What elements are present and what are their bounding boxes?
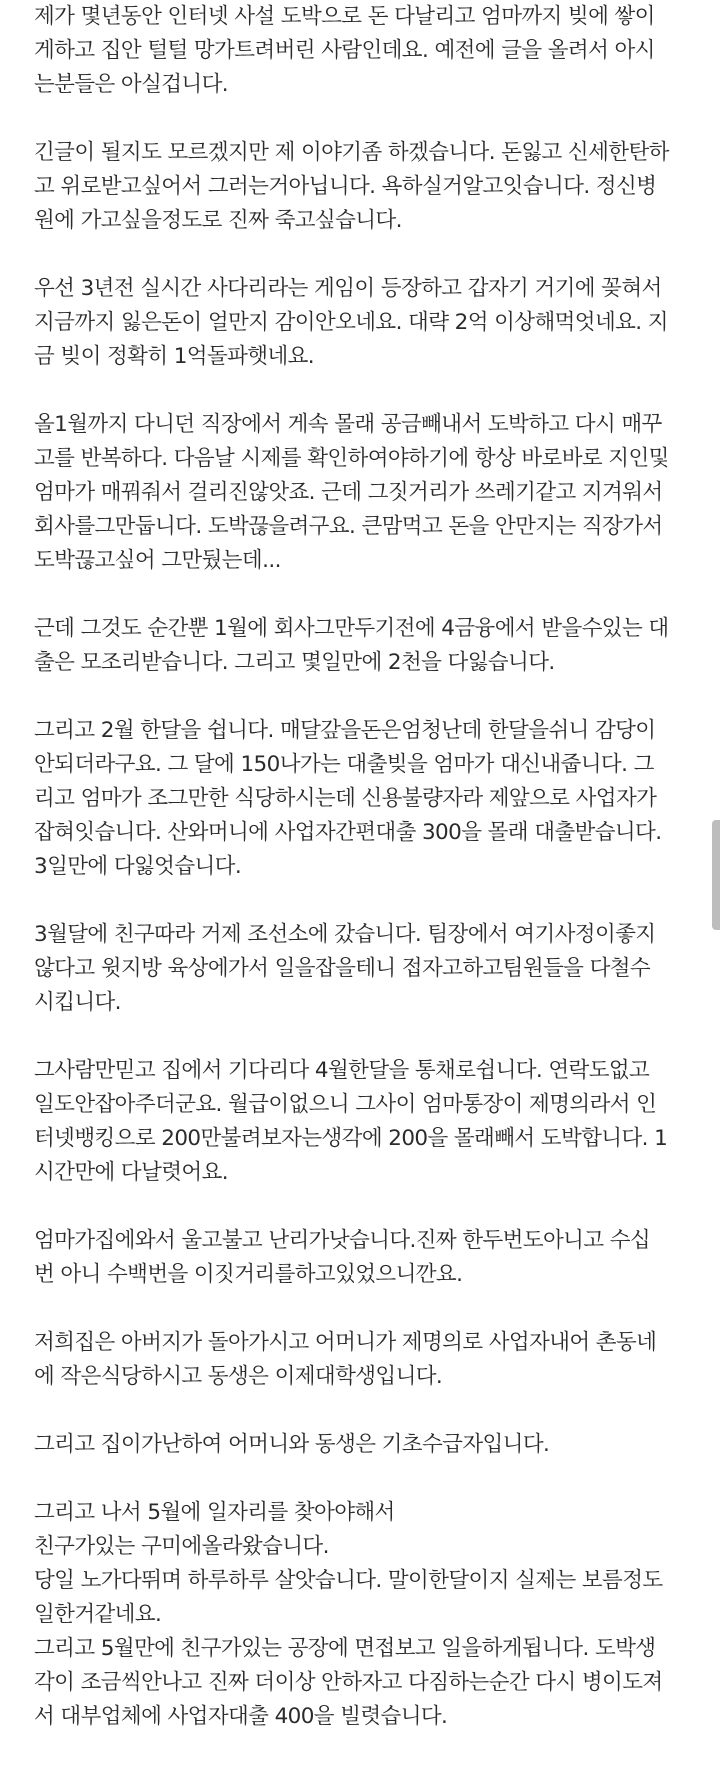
paragraph [34,136,694,238]
paragraph-line: 서 대부업체에 사업자대출 400을 빌렷습니다. [34,1704,448,1729]
paragraph-line: 고를 반복하다. 다음날 시제를 확인하여야하기에 항상 바로바로 지인및 [34,446,669,471]
paragraph-line: 그사람만믿고 집에서 기다리다 4월한달을 통채로쉽니다. 연락도없고 [34,1058,650,1083]
paragraph-line: 일한거같네요. [34,1602,162,1627]
paragraph-line: 우선 3년전 실시간 사다리라는 게임이 등장하고 갑자기 거기에 꽂혀서 [34,276,662,301]
paragraph-line: 엄마가 매꿔줘서 걸리진않앗죠. 근데 그짓거리가 쓰레기같고 지겨워서 [34,480,663,505]
paragraph-line: 3일만에 다잃엇습니다. [34,854,242,879]
paragraph-line: 그리고 5월만에 친구가있는 공장에 면접보고 일을하게됩니다. 도박생 [34,1636,656,1661]
paragraph-line: 근데 그것도 순간뿐 1월에 회사그만두기전에 4금융에서 받을수있는 대 [34,616,669,641]
paragraph-line: 각이 조금씩안나고 진짜 더이상 안하자고 다짐하는순간 다시 병이도져 [34,1670,663,1695]
paragraph-line: 터넷뱅킹으로 200만불려보자는생각에 200을 몰래빼서 도박합니다. 1 [34,1126,668,1151]
paragraph-line: 출은 모조리받습니다. 그리고 몇일만에 2천을 다잃습니다. [34,650,555,675]
paragraph [34,0,694,102]
paragraph-line: 않다고 윗지방 육상에가서 일을잡을테니 접자고하고팀원들을 다철수 [34,956,651,981]
paragraph-line: 그리고 2월 한달을 쉽니다. 매달갚을돈은엄청난데 한달을쉬니 감당이 [34,718,656,743]
paragraph-line: 번 아니 수백번을 이짓거리를하고있었으니깐요. [34,1262,463,1287]
paragraph [34,408,694,578]
paragraph [34,1224,694,1292]
paragraph [34,1326,694,1394]
paragraph-line: 3월달에 친구따라 거제 조선소에 갔습니다. 팀장에서 여기사정이좋지 [34,922,656,947]
paragraph [34,918,694,1020]
paragraph-line: 잡혀잇습니다. 산와머니에 사업자간편대출 300을 몰래 대출받습니다. [34,820,662,845]
paragraph-line: 안되더라구요. 그 달에 150나가는 대출빚을 엄마가 대신내줍니다. 그 [34,752,654,777]
paragraph [34,1428,694,1462]
paragraph-line: 지금까지 잃은돈이 얼만지 감이안오네요. 대략 2억 이상해먹엇네요. 지 [34,310,668,335]
paragraph [34,272,694,374]
paragraph-line: 리고 엄마가 조그만한 식당하시는데 신용불량자라 제앞으로 사업자가 [34,786,657,811]
paragraph-line: 고 위로받고싶어서 그러는거아닙니다. 욕하실거알고잇습니다. 정신병 [34,174,657,199]
paragraph [34,612,694,680]
paragraph [34,1054,694,1190]
paragraph-line: 친구가있는 구미에올라왔습니다. [34,1534,329,1559]
paragraph-line: 엄마가집에와서 울고불고 난리가낫습니다.진짜 한두번도아니고 수십 [34,1228,651,1253]
paragraph-line: 그리고 집이가난하여 어머니와 동생은 기초수급자입니다. [34,1432,550,1457]
paragraph [34,714,694,884]
paragraph-line: 일도안잡아주더군요. 월급이없으니 그사이 엄마통장이 제명의라서 인 [34,1092,657,1117]
paragraph-line: 그리고 나서 5월에 일자리를 찾아야해서 [34,1500,395,1525]
paragraph-line: 회사를그만둡니다. 도박끊을려구요. 큰맘먹고 돈을 안만지는 직장가서 [34,514,663,539]
scrollbar-thumb[interactable] [712,820,720,930]
paragraph [34,1496,694,1734]
paragraph-line: 저희집은 아버지가 돌아가시고 어머니가 제명의로 사업자내어 촌동네 [34,1330,657,1355]
paragraph-line: 는분들은 아실겁니다. [34,72,228,97]
paragraph-line: 올1월까지 다니던 직장에서 게속 몰래 공금빼내서 도박하고 다시 매꾸 [34,412,662,437]
paragraph-line: 원에 가고싶을정도로 진짜 죽고싶습니다. [34,208,402,233]
paragraph-line: 시킵니다. [34,990,121,1015]
paragraph-line: 게하고 집안 털털 망가트려버린 사람인데요. 예전에 글을 올려서 아시 [34,38,655,63]
paragraph-line: 도박끊고싶어 그만뒀는데... [34,548,281,573]
paragraph-line: 금 빚이 정확히 1억돌파햇네요. [34,344,315,369]
paragraph-line: 제가 몇년동안 인터넷 사설 도박으로 돈 다날리고 엄마까지 빚에 쌓이 [34,4,655,29]
paragraph-line: 에 작은식당하시고 동생은 이제대학생입니다. [34,1364,443,1389]
paragraph-line: 시간만에 다날렷어요. [34,1160,228,1185]
paragraph-line: 당일 노가다뛰며 하루하루 살앗습니다. 말이한달이지 실제는 보름정도 [34,1568,663,1593]
post-body [34,0,694,1768]
paragraph-line: 긴글이 될지도 모르겠지만 제 이야기좀 하겠습니다. 돈잃고 신세한탄하 [34,140,669,165]
